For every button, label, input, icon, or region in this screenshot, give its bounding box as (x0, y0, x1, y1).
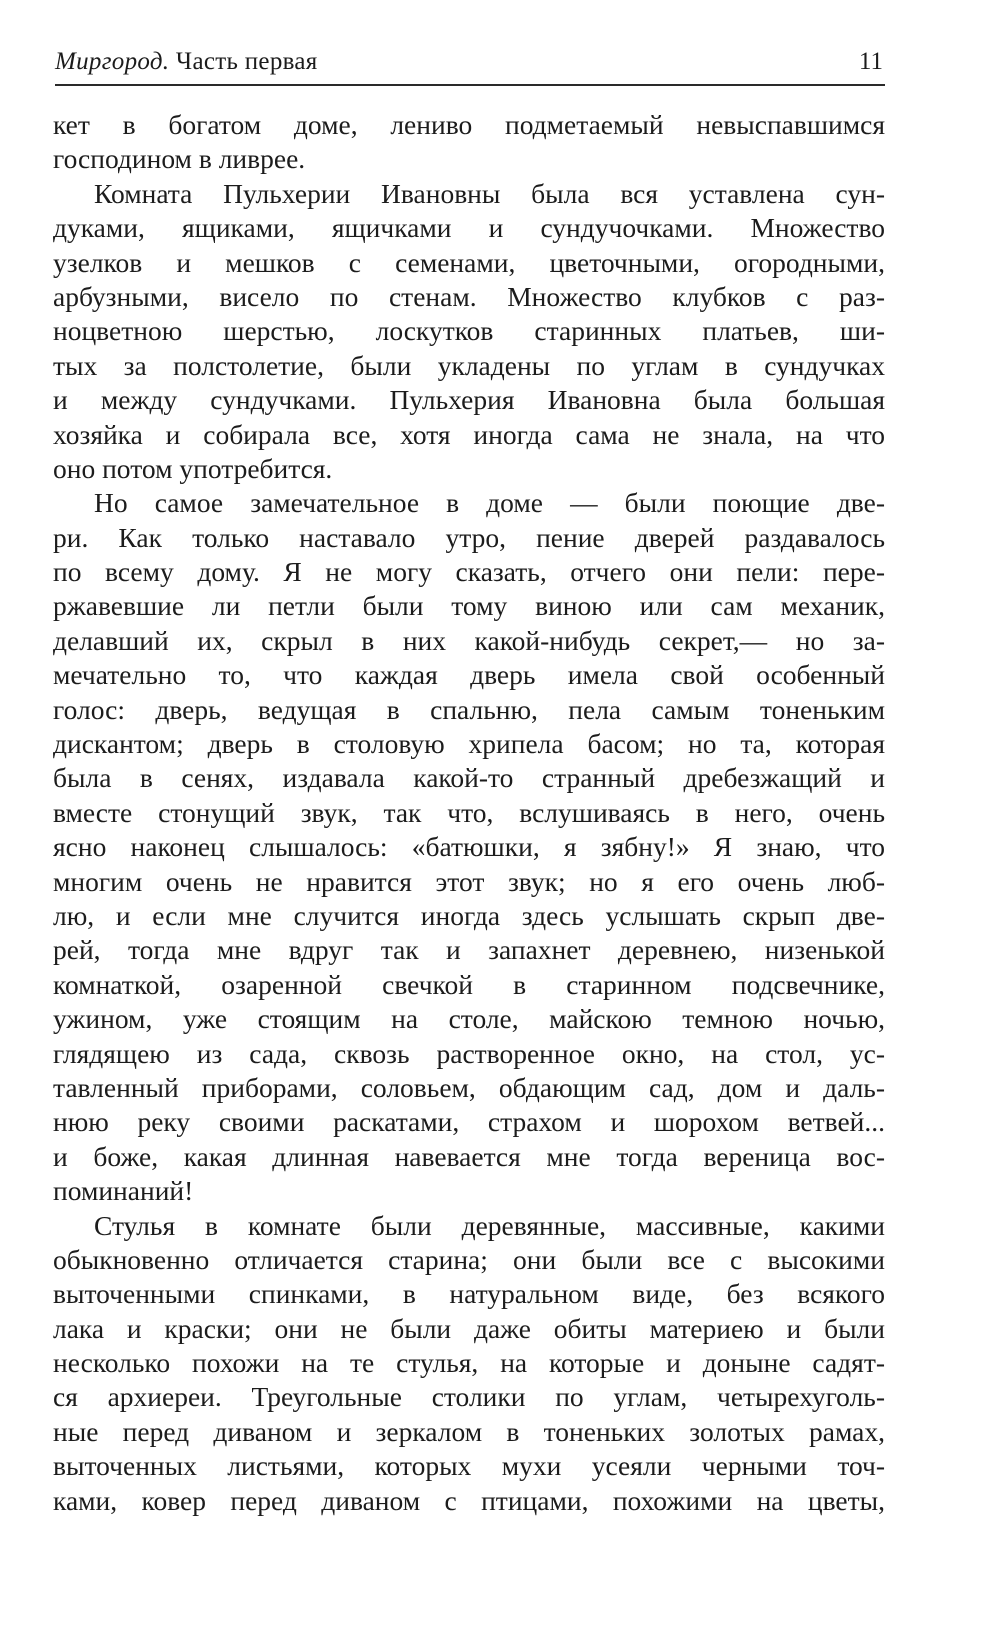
text-line: по всему дому. Я не могу сказать, отчего они пели: пере- (53, 556, 885, 588)
text-line: тавленный приборами, соловьем, обдающим сад, дом и даль- (53, 1071, 885, 1103)
text-line: мечательно то, что каждая дверь имела свой особенный (53, 659, 885, 691)
text-line: несколько похожи на те стулья, на которые и доныне садят- (53, 1347, 885, 1379)
text-line: узелков и мешков с семенами, цветочными, огородными, (53, 246, 885, 278)
body-text (53, 108, 885, 1518)
text-line: делавший их, скрыл в них какой-нибудь секрет,— но за- (53, 624, 885, 656)
text-line: оно потом употребится. (53, 452, 333, 484)
page-header (55, 44, 885, 86)
text-line: комнаткой, озаренной свечкой в старинном подсвечнике, (53, 968, 885, 1000)
text-line: ками, ковер перед диваном с птицами, похожими на цветы, (53, 1484, 885, 1516)
text-line: ри. Как только наставало утро, пение дверей раздавалось (53, 521, 885, 553)
text-line: ясно наконец слышалось: «батюшки, я зябну!» Я знаю, что (53, 831, 885, 863)
text-line: рей, тогда мне вдруг так и запахнет деревнею, низенькой (53, 934, 885, 966)
text-line: выточенных листьями, которых мухи усеяли черными точ- (53, 1450, 885, 1482)
text-line: дуками, ящиками, ящичками и сундучочками. Множество (53, 212, 885, 244)
text-line: нюю реку своими раскатами, страхом и шорохом ветвей... (53, 1106, 885, 1138)
book-title: Миргород. (55, 48, 170, 75)
text-line: ржавевшие ли петли были тому виною или сам механик, (53, 590, 885, 622)
text-line: многим очень не нравится этот звук; но я его очень люб- (53, 865, 885, 897)
text-line: ся архиереи. Треугольные столики по углам, четырехуголь- (53, 1381, 885, 1413)
text-line: ные перед диваном и зеркалом в тоненьких золотых рамах, (53, 1415, 885, 1447)
running-title (55, 48, 318, 76)
text-line: Стулья в комнате были деревянные, массивные, какими (94, 1209, 885, 1241)
part-title: Часть первая (175, 48, 318, 75)
text-line: обыкновенно отличается старина; они были все с высокими (53, 1243, 885, 1275)
text-line: выточенными спинками, в натуральном виде, без всякого (53, 1278, 885, 1310)
text-line: Но самое замечательное в доме — были поющие две- (94, 487, 885, 519)
text-line: поминаний! (53, 1175, 194, 1207)
text-line: господином в ливрее. (53, 143, 306, 175)
text-line: была в сенях, издавала какой-то странный дребезжащий и (53, 762, 885, 794)
text-line: лака и краски; они не были даже обиты материею и были (53, 1312, 885, 1344)
text-line: хозяйка и собирала все, хотя иногда сама не знала, на что (53, 418, 885, 450)
text-line: арбузными, висело по стенам. Множество клубков с раз- (53, 280, 885, 312)
text-line: и боже, какая длинная навевается мне тогда вереница вос- (53, 1140, 885, 1172)
text-line: ужином, уже стоящим на столе, майскою темною ночью, (53, 1003, 885, 1035)
text-line: дискантом; дверь в столовую хрипела басом; но та, которая (53, 728, 885, 760)
text-line: голос: дверь, ведущая в спальню, пела самым тоненьким (53, 693, 885, 725)
text-line: ноцветною шерстью, лоскутков старинных платьев, ши- (53, 315, 885, 347)
page-number: 11 (858, 48, 883, 75)
text-line: и между сундучками. Пульхерия Ивановна была большая (53, 384, 885, 416)
text-line: глядящею из сада, сквозь растворенное окно, на стол, ус- (53, 1037, 885, 1069)
text-line: Комната Пульхерии Ивановны была вся уставлена сун- (94, 177, 885, 209)
text-line: вместе стонущий звук, так что, вслушиваясь в него, очень (53, 796, 885, 828)
text-line: лю, и если мне случится иногда здесь услышать скрып две- (53, 899, 885, 931)
text-line: тых за полстолетие, были укладены по углам в сундучках (53, 349, 885, 381)
text-line: кет в богатом доме, лениво подметаемый невыспавшимся (53, 109, 885, 140)
